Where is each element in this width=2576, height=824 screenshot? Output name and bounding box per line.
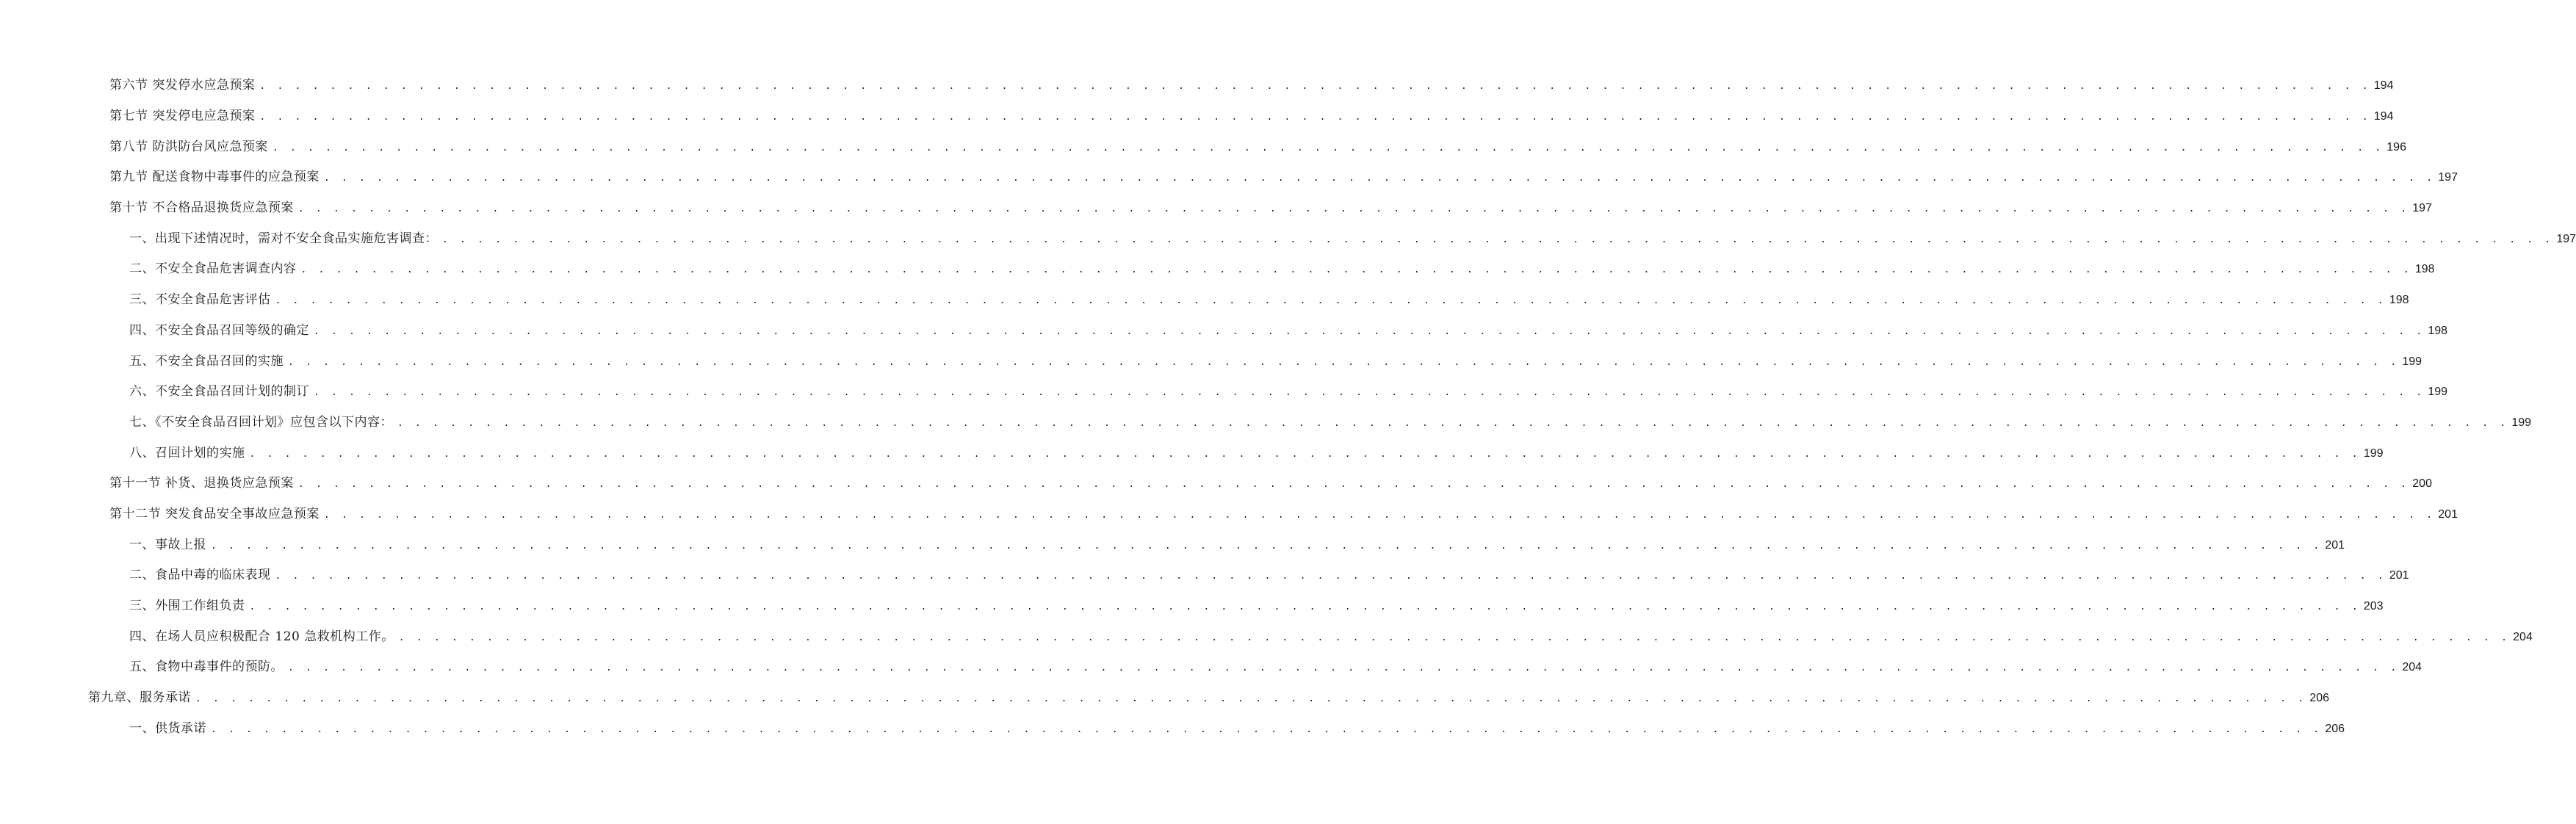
toc-entry[interactable] [0,438,2384,469]
toc-entry-line [129,292,2409,308]
toc-entry-title: 五、不安全食品召回的实施 [129,353,284,369]
toc-entry-title: 七、《不安全食品召回计划》应包含以下内容： [129,414,393,430]
toc-dot-leader: . . . . . . . . . . . . . . . . . . . . . . . . . . . . . . . . . . . . . . . . . . . . . . . . . . . . . . . . . . . . . . . . . . . . . . . . . . . . . . . . . . . . . . . . . . . . . . . . . . . . . . . . . . . . . . . . . . . . . . . . [288,356,2400,368]
toc-entry[interactable] [0,346,2422,377]
toc-entry-title: 第十一节 补货、退换货应急预案 [109,476,294,491]
toc-page-number: 199 [2511,416,2532,429]
toc-entry[interactable] [0,285,2409,316]
toc-page-number: 204 [2513,630,2533,643]
toc-entry-title: 三、不安全食品危害评估 [129,292,271,308]
toc-entry[interactable] [0,499,2458,530]
toc-dot-leader: . . . . . . . . . . . . . . . . . . . . . . . . . . . . . . . . . . . . . . . . . . . . . . . . . . . . . . . . . . . . . . . . . . . . . . . . . . . . . . . . . . . . . . . . . . . . . . . . . . . . . . . . . . . . . . . . . . . . . . . . [297,479,2410,491]
toc-dot-leader: . . . . . . . . . . . . . . . . . . . . . . . . . . . . . . . . . . . . . . . . . . . . . . . . . . . . . . . . . . . . . . . . . . . . . . . . . . . . . . . . . . . . . . . . . . . . . . . . . . . . . . . . . . . . . . . . . . . . . . . . [259,81,2371,93]
toc-entry-title: 第十节 不合格品退换货应急预案 [109,200,294,216]
toc-page-number: 201 [2325,538,2345,552]
toc-entry-title: 二、食品中毒的临床表现 [129,568,271,583]
toc-entry[interactable] [0,316,2448,347]
toc-entry[interactable] [0,408,2532,438]
toc-entry[interactable] [0,530,2345,560]
toc-dot-leader: . . . . . . . . . . . . . . . . . . . . . . . . . . . . . . . . . . . . . . . . . . . . . . . . . . . . . . . . . . . . . . . . . . . . . . . . . . . . . . . . . . . . . . . . . . . . . . . . . . . . . . . . . . . . . . . . . . . . . . . . [211,540,2323,552]
toc-entry-line [109,170,2458,185]
toc-entry-line [129,629,2533,644]
toc-entry-line [129,261,2435,277]
toc-entry[interactable] [0,101,2394,132]
toc-entry-title: 第十二节 突发食品安全事故应急预案 [109,506,320,521]
toc-dot-leader: . . . . . . . . . . . . . . . . . . . . . . . . . . . . . . . . . . . . . . . . . . . . . . . . . . . . . . . . . . . . . . . . . . . . . . . . . . . . . . . . . . . . . . . . . . . . . . . . . . . . . . . . . . . . . . . . . . . . . . . . [297,203,2410,215]
toc-entry[interactable] [0,223,2576,254]
toc-entry[interactable] [0,591,2384,622]
toc-dot-leader: . . . . . . . . . . . . . . . . . . . . . . . . . . . . . . . . . . . . . . . . . . . . . . . . . . . . . . . . . . . . . . . . . . . . . . . . . . . . . . . . . . . . . . . . . . . . . . . . . . . . . . . . . . . . . . . . . . . . . . . . [249,601,2361,613]
toc-entry-line [109,78,2394,93]
toc-dot-leader: . . . . . . . . . . . . . . . . . . . . . . . . . . . . . . . . . . . . . . . . . . . . . . . . . . . . . . . . . . . . . . . . . . . . . . . . . . . . . . . . . . . . . . . . . . . . . . . . . . . . . . . . . . . . . . . . . . . . . . . . [300,264,2412,276]
toc-entry-line [88,690,2330,706]
toc-page-number: 194 [2373,79,2394,93]
toc-dot-leader: . . . . . . . . . . . . . . . . . . . . . . . . . . . . . . . . . . . . . . . . . . . . . . . . . . . . . . . . . . . . . . . . . . . . . . . . . . . . . . . . . . . . . . . . . . . . . . . . . . . . . . . . . . . . . . . . . . . . . . . . [211,723,2323,735]
toc-entry-line [129,414,2532,430]
toc-entry-line [129,322,2448,338]
toc-entry-title: 四、在场人员应积极配合 120 急救机构工作。 [129,629,394,644]
toc-entry[interactable] [0,560,2409,591]
toc-entry-line [109,139,2406,154]
toc-page-number: 200 [2412,477,2432,491]
toc-page-number: 206 [2325,722,2345,735]
toc-entry-title: 一、供货承诺 [129,720,206,736]
toc-entry-title: 一、出现下述情况时，需对不安全食品实施危害调查： [129,231,438,246]
toc-page-number: 199 [2402,355,2422,368]
toc-entry-title: 第九章、服务承诺 [88,690,191,706]
toc-page-number: 204 [2402,661,2422,674]
toc-entry-line [129,445,2384,460]
table-of-contents [0,71,2576,744]
toc-dot-leader: . . . . . . . . . . . . . . . . . . . . . . . . . . . . . . . . . . . . . . . . . . . . . . . . . . . . . . . . . . . . . . . . . . . . . . . . . . . . . . . . . . . . . . . . . . . . . . . . . . . . . . . . . . . . . . . . . . . . . . . . [442,234,2554,245]
toc-entry-line [129,384,2448,400]
toc-entry-title: 一、事故上报 [129,537,206,552]
toc-entry-line [129,720,2345,736]
toc-entry[interactable] [0,193,2432,224]
toc-page-number: 201 [2438,507,2458,521]
toc-entry-title: 第八节 防洪防台风应急预案 [109,139,268,154]
toc-entry-line [129,659,2422,675]
toc-entry-line [109,506,2458,521]
toc-page-number: 199 [2428,386,2448,399]
toc-page-number: 199 [2363,447,2384,460]
toc-entry-line [109,200,2432,216]
toc-page-number: 196 [2386,140,2406,153]
toc-entry-title: 第七节 突发停电应急预案 [109,109,256,124]
toc-dot-leader: . . . . . . . . . . . . . . . . . . . . . . . . . . . . . . . . . . . . . . . . . . . . . . . . . . . . . . . . . . . . . . . . . . . . . . . . . . . . . . . . . . . . . . . . . . . . . . . . . . . . . . . . . . . . . . . . . . . . . . . . [275,295,2386,307]
toc-dot-leader: . . . . . . . . . . . . . . . . . . . . . . . . . . . . . . . . . . . . . . . . . . . . . . . . . . . . . . . . . . . . . . . . . . . . . . . . . . . . . . . . . . . . . . . . . . . . . . . . . . . . . . . . . . . . . . . . . . . . . . . . [397,417,2509,429]
toc-entry-title: 五、食物中毒事件的预防。 [129,659,284,675]
toc-entry-line [109,476,2432,491]
toc-entry-title: 四、不安全食品召回等级的确定 [129,322,309,338]
toc-dot-leader: . . . . . . . . . . . . . . . . . . . . . . . . . . . . . . . . . . . . . . . . . . . . . . . . . . . . . . . . . . . . . . . . . . . . . . . . . . . . . . . . . . . . . . . . . . . . . . . . . . . . . . . . . . . . . . . . . . . . . . . . [314,387,2425,399]
toc-entry[interactable] [0,469,2432,499]
toc-entry-title: 八、召回计划的实施 [129,445,245,460]
toc-entry[interactable] [0,713,2345,744]
toc-page-number: 201 [2389,569,2409,582]
toc-entry[interactable] [0,652,2422,683]
toc-entry-title: 二、不安全食品危害调查内容 [129,261,297,277]
toc-dot-leader: . . . . . . . . . . . . . . . . . . . . . . . . . . . . . . . . . . . . . . . . . . . . . . . . . . . . . . . . . . . . . . . . . . . . . . . . . . . . . . . . . . . . . . . . . . . . . . . . . . . . . . . . . . . . . . . . . . . . . . . . [288,662,2400,674]
toc-entry[interactable] [0,131,2406,162]
toc-entry-line [129,599,2384,614]
toc-entry-title: 第六节 突发停水应急预案 [109,78,256,93]
toc-entry-line [129,537,2345,552]
toc-dot-leader: . . . . . . . . . . . . . . . . . . . . . . . . . . . . . . . . . . . . . . . . . . . . . . . . . . . . . . . . . . . . . . . . . . . . . . . . . . . . . . . . . . . . . . . . . . . . . . . . . . . . . . . . . . . . . . . . . . . . . . . . [195,693,2307,705]
toc-dot-leader: . . . . . . . . . . . . . . . . . . . . . . . . . . . . . . . . . . . . . . . . . . . . . . . . . . . . . . . . . . . . . . . . . . . . . . . . . . . . . . . . . . . . . . . . . . . . . . . . . . . . . . . . . . . . . . . . . . . . . . . . [249,448,2361,460]
toc-page-number: 198 [2428,324,2448,337]
toc-dot-leader: . . . . . . . . . . . . . . . . . . . . . . . . . . . . . . . . . . . . . . . . . . . . . . . . . . . . . . . . . . . . . . . . . . . . . . . . . . . . . . . . . . . . . . . . . . . . . . . . . . . . . . . . . . . . . . . . . . . . . . . . [398,632,2511,643]
toc-page-number: 197 [2412,202,2432,215]
toc-dot-leader: . . . . . . . . . . . . . . . . . . . . . . . . . . . . . . . . . . . . . . . . . . . . . . . . . . . . . . . . . . . . . . . . . . . . . . . . . . . . . . . . . . . . . . . . . . . . . . . . . . . . . . . . . . . . . . . . . . . . . . . . [323,173,2436,184]
toc-dot-leader: . . . . . . . . . . . . . . . . . . . . . . . . . . . . . . . . . . . . . . . . . . . . . . . . . . . . . . . . . . . . . . . . . . . . . . . . . . . . . . . . . . . . . . . . . . . . . . . . . . . . . . . . . . . . . . . . . . . . . . . . [323,509,2436,521]
toc-entry-line [109,109,2394,124]
toc-page-number: 198 [2389,294,2409,307]
toc-entry-title: 第九节 配送食物中毒事件的应急预案 [109,170,320,185]
toc-dot-leader: . . . . . . . . . . . . . . . . . . . . . . . . . . . . . . . . . . . . . . . . . . . . . . . . . . . . . . . . . . . . . . . . . . . . . . . . . . . . . . . . . . . . . . . . . . . . . . . . . . . . . . . . . . . . . . . . . . . . . . . . [314,325,2425,337]
toc-page-number: 197 [2556,232,2576,245]
toc-page-number: 197 [2438,171,2458,184]
toc-page-number: 203 [2363,600,2384,613]
toc-page-number: 198 [2414,263,2435,276]
toc-page-number: 194 [2373,110,2394,123]
toc-entry[interactable] [0,162,2458,193]
toc-entry[interactable] [0,71,2394,101]
toc-entry[interactable] [0,683,2330,714]
toc-entry-line [129,231,2576,246]
toc-entry[interactable] [0,621,2533,652]
toc-entry-line [129,353,2422,369]
toc-entry-title: 六、不安全食品召回计划的制订 [129,384,309,400]
toc-dot-leader: . . . . . . . . . . . . . . . . . . . . . . . . . . . . . . . . . . . . . . . . . . . . . . . . . . . . . . . . . . . . . . . . . . . . . . . . . . . . . . . . . . . . . . . . . . . . . . . . . . . . . . . . . . . . . . . . . . . . . . . . [259,112,2371,123]
toc-page-number: 206 [2309,692,2330,705]
toc-entry[interactable] [0,377,2448,408]
toc-dot-leader: . . . . . . . . . . . . . . . . . . . . . . . . . . . . . . . . . . . . . . . . . . . . . . . . . . . . . . . . . . . . . . . . . . . . . . . . . . . . . . . . . . . . . . . . . . . . . . . . . . . . . . . . . . . . . . . . . . . . . . . . [275,571,2386,582]
toc-dot-leader: . . . . . . . . . . . . . . . . . . . . . . . . . . . . . . . . . . . . . . . . . . . . . . . . . . . . . . . . . . . . . . . . . . . . . . . . . . . . . . . . . . . . . . . . . . . . . . . . . . . . . . . . . . . . . . . . . . . . . . . . [272,142,2384,153]
toc-entry-line [129,568,2409,583]
toc-entry[interactable] [0,254,2435,285]
toc-entry-title: 三、外围工作组负责 [129,599,245,614]
